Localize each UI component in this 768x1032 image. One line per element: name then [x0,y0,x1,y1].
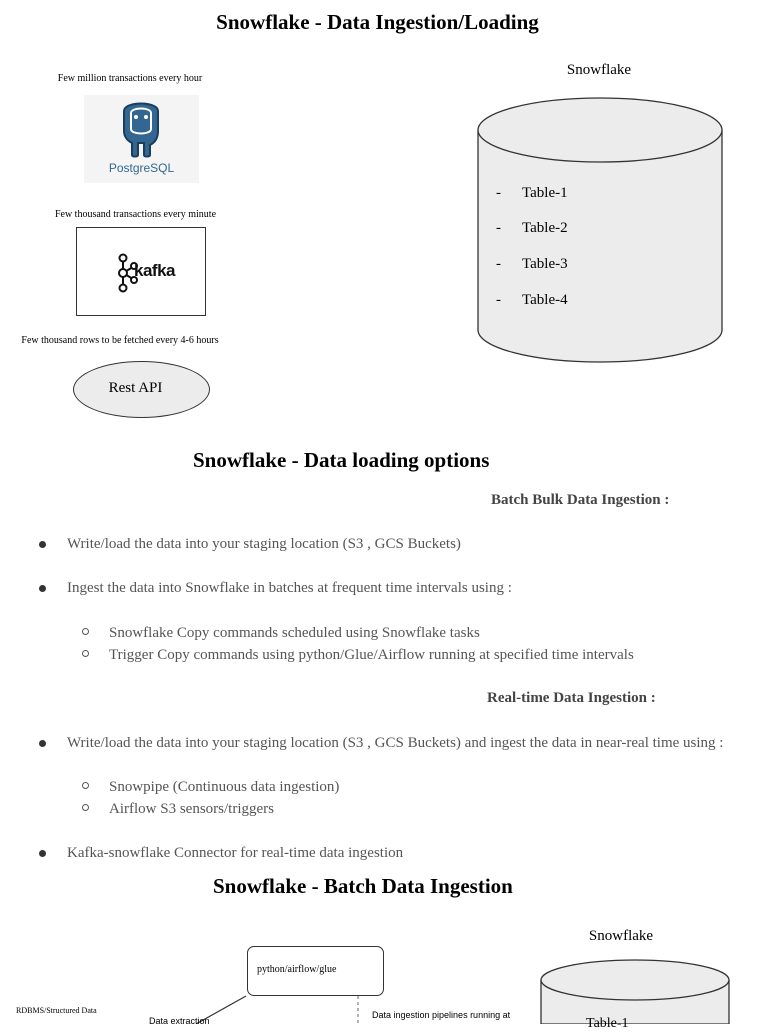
realtime-item: Kafka-snowflake Connector for real-time data ingestion [67,845,404,861]
batch-subitem: Trigger Copy commands using python/Glue/Airflow running at specified time intervals [109,647,634,663]
snowflake-cylinder-2 [535,958,735,1024]
table-name: Table-2 [522,220,568,236]
pipeline-note: Data ingestion pipelines running at [372,1010,511,1020]
batch-subitem: Snowflake Copy commands scheduled using Snowflake tasks [109,625,480,641]
batch-item: Write/load the data into your staging location (S3 , GCS Buckets) [67,536,461,552]
table-name: Table-1 [522,185,568,201]
sub-bullet [82,628,89,635]
bullet [39,541,46,548]
table-dash: - [496,256,501,272]
api-caption: Few thousand rows to be fetched every 4-6 hours [21,335,219,346]
postgresql-logo [84,95,199,183]
bullet [39,585,46,592]
realtime-subitem: Snowpipe (Continuous data ingestion) [109,779,340,795]
kafka-logo [76,227,206,316]
realtime-heading: Real-time Data Ingestion : [487,690,656,706]
sub-bullet [82,650,89,657]
postgres-caption: Few million transactions every hour [57,73,203,84]
postgresql-logo-text: PostgreSQL [108,161,175,175]
kafka-logo-text: kafka [134,261,175,280]
source-label: RDBMS/Structured Data [16,1006,97,1015]
table-name: Table-4 [522,292,568,308]
orchestrator-box [247,946,384,996]
snowflake-label: Snowflake [566,62,632,78]
realtime-subitem: Airflow S3 sensors/triggers [109,801,274,817]
sub-bullet [82,804,89,811]
bullet [39,850,46,857]
snowflake-label-2: Snowflake [588,928,654,944]
table-item [496,185,568,202]
table-name: Table-3 [522,256,568,272]
table-item [496,220,568,237]
table-partial: Table-1 [586,1016,629,1031]
section2-title: Snowflake - Data loading options [193,448,490,472]
bullet [39,740,46,747]
table-item [496,256,568,273]
table-dash: - [496,220,501,236]
kafka-caption: Few thousand transactions every minute [54,209,217,220]
sub-bullet [82,782,89,789]
table-dash: - [496,292,501,308]
table-dash: - [496,185,501,201]
table-item [496,292,568,309]
realtime-item: Write/load the data into your staging location (S3 , GCS Buckets) and ingest the data in near-real time using : [67,735,724,751]
batch-heading: Batch Bulk Data Ingestion : [491,492,670,508]
batch-item: Ingest the data into Snowflake in batches at frequent time intervals using : [67,580,512,596]
orchestrator-label: python/airflow/glue [257,964,337,975]
section3-title: Snowflake - Batch Data Ingestion [213,874,513,898]
rest-api-node [73,361,210,418]
extraction-label: Data extraction [149,1016,210,1026]
section1-title: Snowflake - Data Ingestion/Loading [216,10,539,34]
rest-api-label: Rest API [108,380,163,396]
